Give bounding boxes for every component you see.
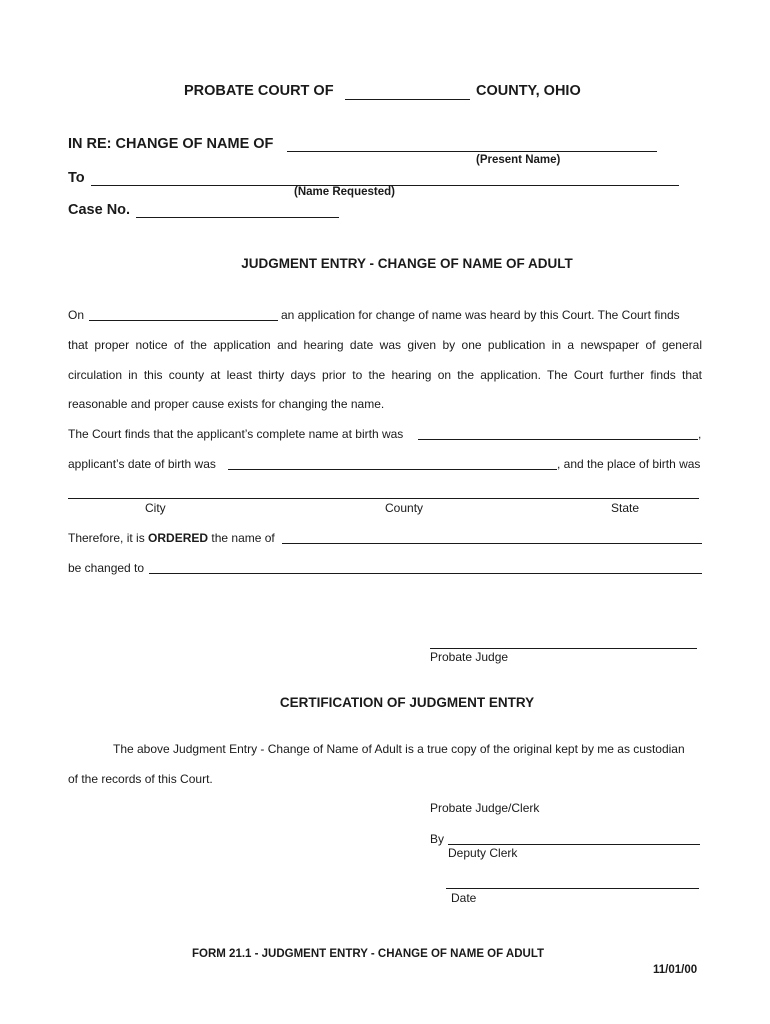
by-signature-line — [448, 844, 700, 845]
in-re-label: IN RE: CHANGE OF NAME OF — [68, 136, 274, 152]
judgment-title: JUDGMENT ENTRY - CHANGE OF NAME OF ADULT — [241, 256, 573, 271]
state-label: State — [611, 501, 640, 515]
deputy-clerk-label: Deputy Clerk — [448, 846, 518, 860]
revision-date: 11/01/00 — [653, 964, 698, 976]
ordered-sentence — [68, 531, 275, 545]
changed-to-label: be changed to — [68, 561, 145, 575]
current-name-line — [282, 543, 702, 544]
certification-line-1: The above Judgment Entry - Change of Name of Adult is a true copy of the original kept by me as custodian — [113, 742, 685, 756]
date-label: Date — [451, 891, 477, 905]
certification-line-2: of the records of this Court. — [68, 772, 213, 786]
judge-clerk-label: Probate Judge/Clerk — [430, 801, 540, 815]
place-of-birth-line — [68, 498, 699, 499]
present-name-line — [287, 151, 657, 152]
birth-name-comma: , — [698, 427, 702, 441]
paragraph-line-2: that proper notice of the application and hearing date was given by one publication in a newspaper of general — [68, 338, 702, 352]
ordered-word: ORDERED — [148, 531, 209, 545]
to-label: To — [68, 170, 85, 186]
judge-signature-line[interactable] — [430, 648, 697, 649]
dob-label: applicant’s date of birth was — [68, 457, 216, 471]
date-line — [446, 888, 699, 889]
name-requested-caption: (Name Requested) — [294, 186, 395, 198]
court-prefix: PROBATE COURT OF — [184, 83, 334, 99]
on-label: On — [68, 308, 85, 322]
form-title: FORM 21.1 - JUDGMENT ENTRY - CHANGE OF NAME OF ADULT — [192, 948, 545, 960]
new-name-line — [149, 573, 702, 574]
hearing-date-line — [89, 320, 278, 321]
ordered-prefix: Therefore, it is — [68, 531, 149, 545]
city-label: City — [145, 501, 166, 515]
case-no-line — [136, 217, 339, 218]
case-no-label: Case No. — [68, 202, 131, 218]
paragraph-line-3: circulation in this county at least thirty days prior to the hearing on the application. The Court further finds that — [68, 368, 702, 382]
county-label: County — [385, 501, 424, 515]
county-name-line — [345, 99, 470, 100]
dob-line — [228, 469, 557, 470]
ordered-suffix: the name of — [208, 531, 275, 545]
present-name-caption: (Present Name) — [476, 154, 561, 166]
place-of-birth-label: , and the place of birth was — [557, 457, 701, 471]
probate-judge-label: Probate Judge — [430, 650, 509, 664]
birth-name-label: The Court finds that the applicant’s complete name at birth was — [68, 427, 404, 441]
paragraph-line-1: an application for change of name was heard by this Court. The Court finds — [281, 308, 680, 322]
by-label: By — [430, 832, 445, 846]
certification-title: CERTIFICATION OF JUDGMENT ENTRY — [279, 695, 535, 710]
court-suffix: COUNTY, OHIO — [476, 83, 581, 99]
birth-name-line — [418, 439, 698, 440]
paragraph-line-4: reasonable and proper cause exists for changing the name. — [68, 397, 385, 411]
